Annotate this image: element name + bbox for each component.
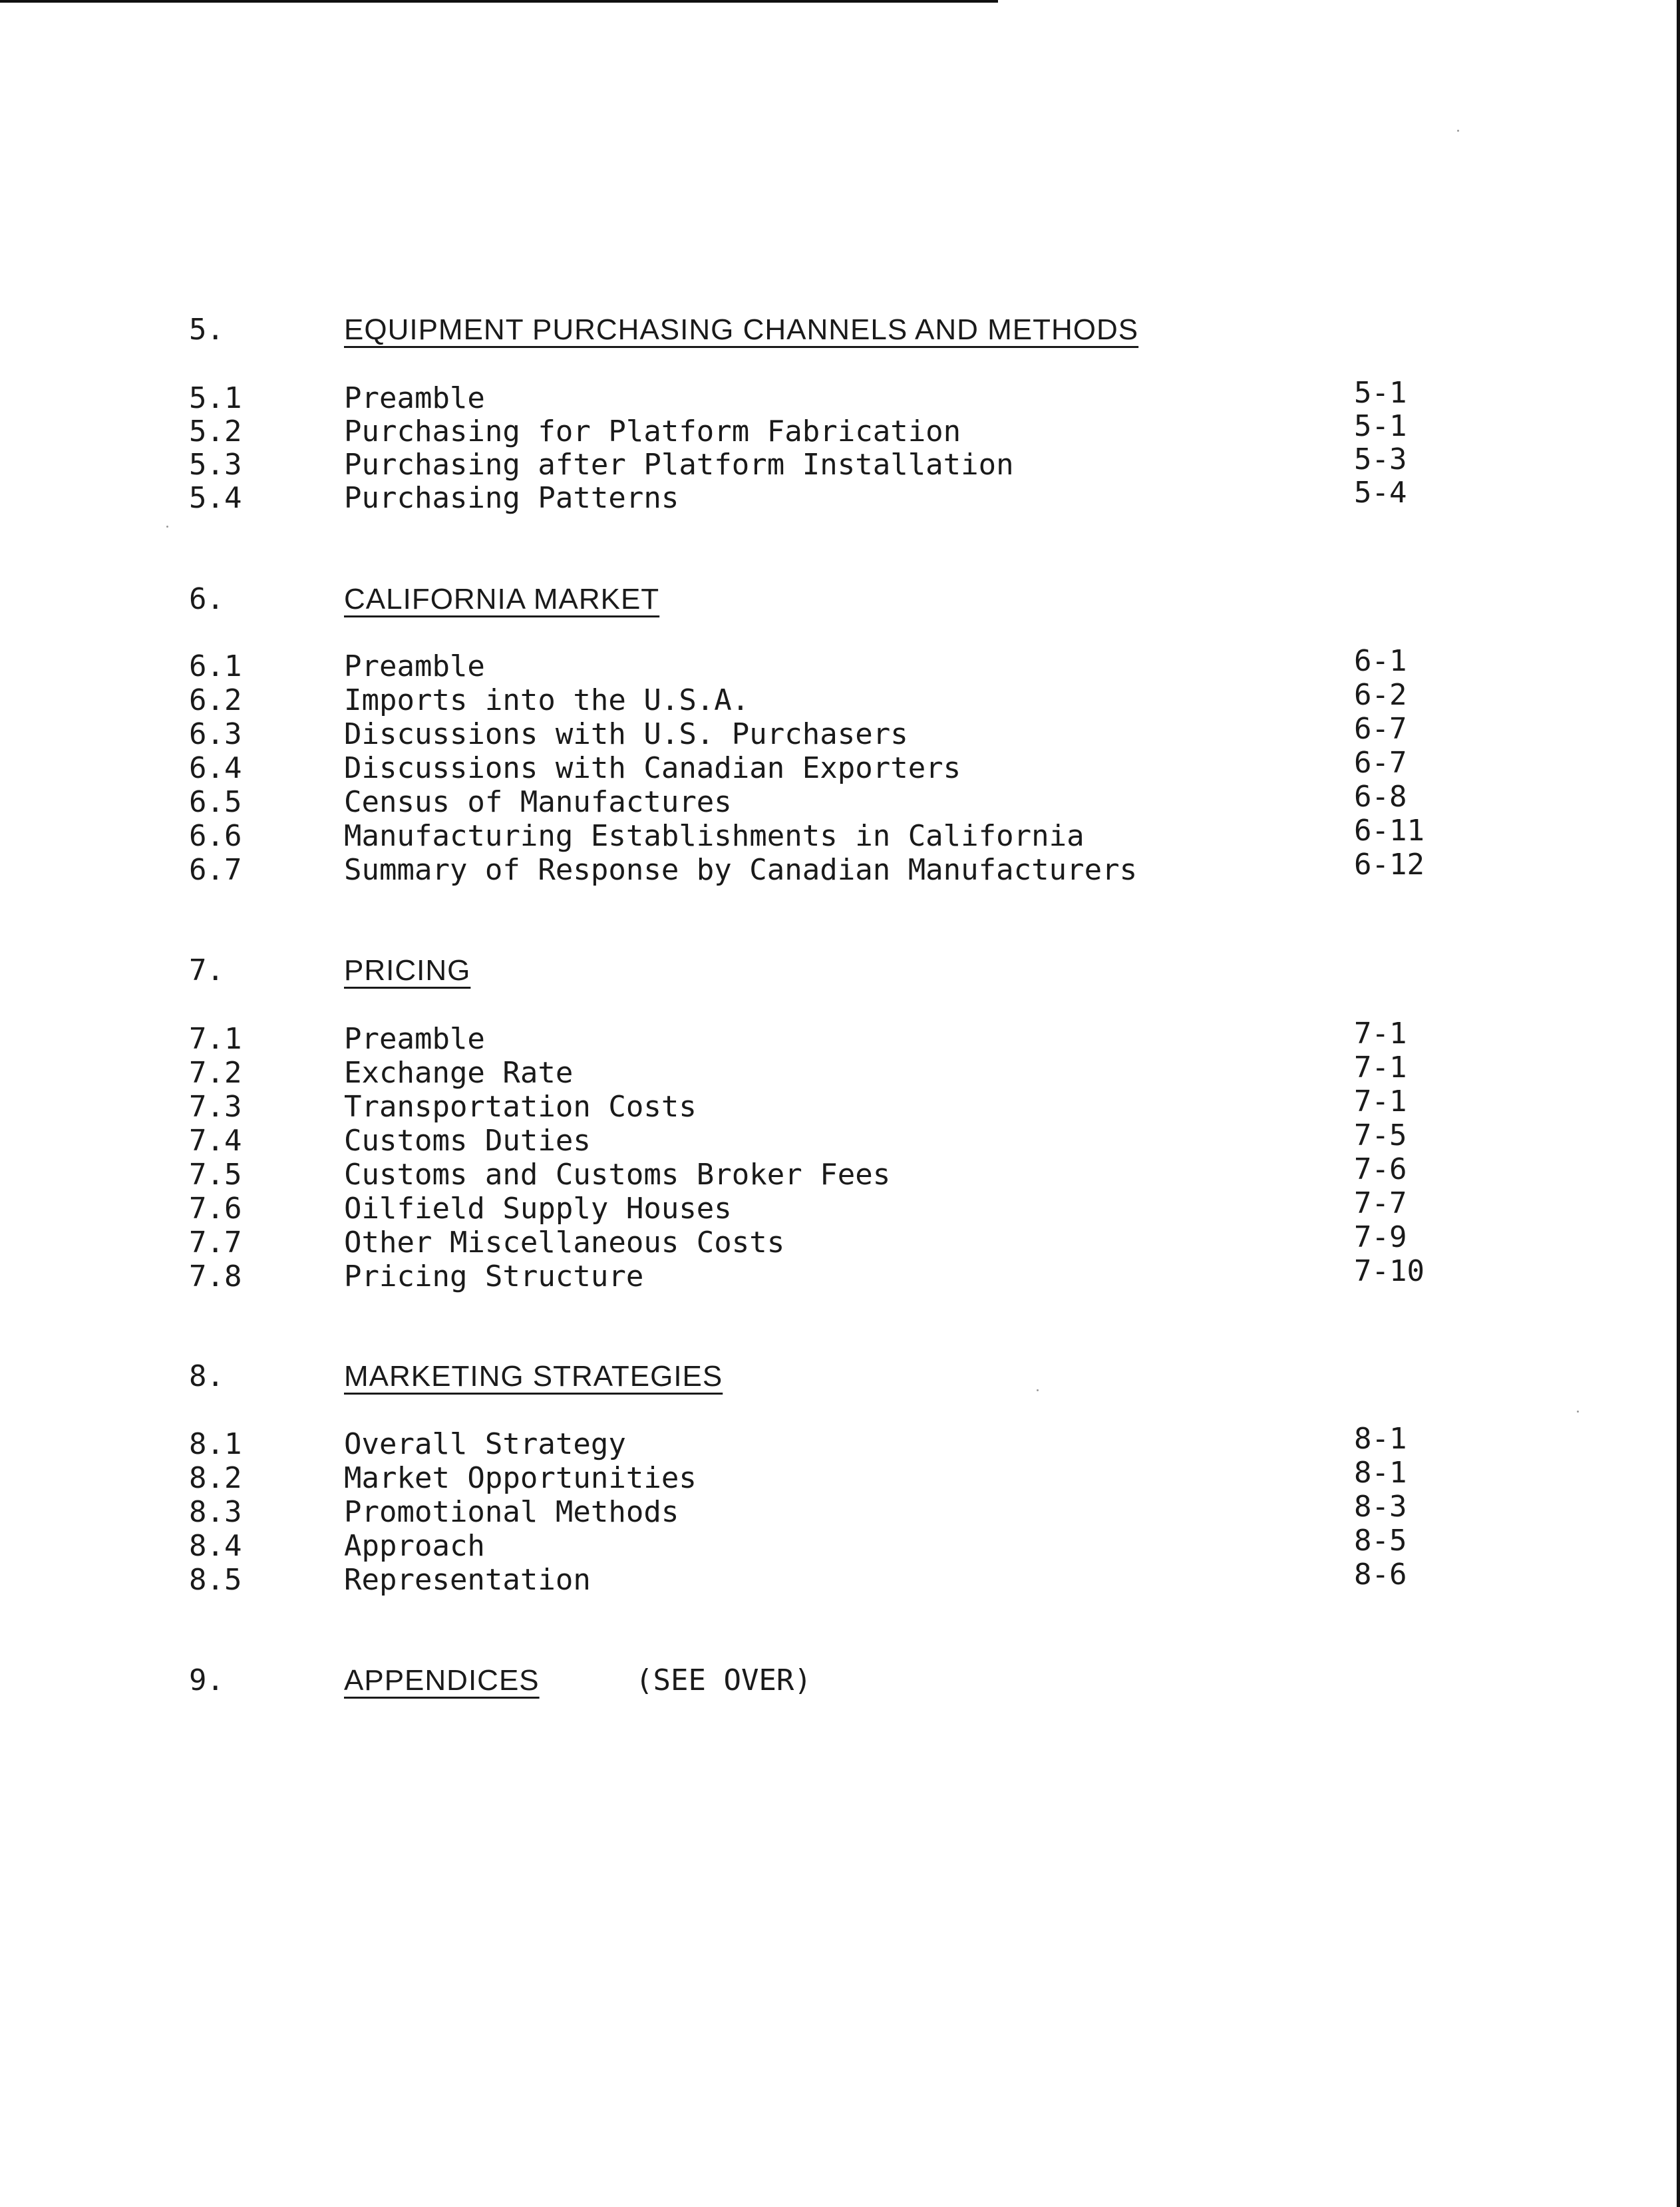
entry-title: Census of Manufactures xyxy=(344,785,732,819)
toc-entry xyxy=(0,376,1680,416)
entry-number: 5.2 xyxy=(189,415,242,448)
entry-page: 6-7 xyxy=(1354,746,1407,780)
section-heading xyxy=(0,1663,1680,1698)
entry-page: 8-1 xyxy=(1354,1456,1407,1490)
entry-page: 6-11 xyxy=(1354,814,1425,848)
toc-entry xyxy=(0,1051,1680,1091)
section-note: (SEE OVER) xyxy=(635,1663,812,1697)
scan-speck xyxy=(166,526,168,528)
entry-number: 7.2 xyxy=(189,1056,242,1090)
entry-title: Purchasing for Platform Fabrication xyxy=(344,415,961,448)
entry-number: 5.3 xyxy=(189,448,242,482)
toc-entry xyxy=(0,1558,1680,1598)
toc-entry xyxy=(0,1456,1680,1496)
entry-title: Exchange Rate xyxy=(344,1056,574,1090)
entry-page: 7-9 xyxy=(1354,1220,1407,1254)
entry-title: Overall Strategy xyxy=(344,1427,626,1461)
toc-entry xyxy=(0,1085,1680,1124)
section-title: CALIFORNIA MARKET xyxy=(344,583,660,615)
scan-speck xyxy=(1577,1411,1579,1413)
section-heading xyxy=(0,1359,1680,1394)
entry-number: 7.3 xyxy=(189,1090,242,1124)
toc-entry xyxy=(0,780,1680,820)
entry-page: 7-5 xyxy=(1354,1118,1407,1152)
toc-entry xyxy=(0,409,1680,449)
toc-entry xyxy=(0,1490,1680,1530)
entry-number: 7.6 xyxy=(189,1192,242,1226)
entry-page: 5-1 xyxy=(1354,409,1407,443)
entry-number: 8.5 xyxy=(189,1563,242,1597)
toc-entry xyxy=(0,1152,1680,1192)
toc-entry xyxy=(0,1186,1680,1226)
entry-title: Customs Duties xyxy=(344,1124,591,1158)
entry-number: 5.1 xyxy=(189,381,242,415)
entry-page: 7-10 xyxy=(1354,1254,1425,1288)
entry-page: 6-8 xyxy=(1354,780,1407,814)
entry-title: Customs and Customs Broker Fees xyxy=(344,1158,891,1192)
section-title: EQUIPMENT PURCHASING CHANNELS AND METHODS xyxy=(344,313,1139,346)
entry-title: Discussions with U.S. Purchasers xyxy=(344,717,908,751)
entry-number: 7.4 xyxy=(189,1124,242,1158)
entry-page: 8-3 xyxy=(1354,1490,1407,1524)
entry-title: Preamble xyxy=(344,381,485,415)
toc-entry xyxy=(0,442,1680,482)
entry-number: 7.5 xyxy=(189,1158,242,1192)
entry-title: Preamble xyxy=(344,1022,485,1056)
entry-page: 8-6 xyxy=(1354,1558,1407,1592)
toc-entry xyxy=(0,1422,1680,1462)
entry-title: Purchasing after Platform Installation xyxy=(344,448,1014,482)
section-number: 9. xyxy=(189,1663,224,1697)
section-title: PRICING xyxy=(344,954,471,987)
entry-title: Manufacturing Establishments in California xyxy=(344,819,1085,853)
toc-entry xyxy=(0,1118,1680,1158)
entry-title: Pricing Structure xyxy=(344,1260,644,1293)
toc-entry xyxy=(0,814,1680,854)
entry-number: 8.2 xyxy=(189,1461,242,1495)
entry-page: 6-1 xyxy=(1354,644,1407,678)
entry-number: 6.3 xyxy=(189,717,242,751)
toc-entry xyxy=(0,1254,1680,1294)
section-number: 8. xyxy=(189,1359,224,1393)
section-heading xyxy=(0,313,1680,347)
entry-title: Approach xyxy=(344,1529,485,1563)
section-title: MARKETING STRATEGIES xyxy=(344,1360,723,1393)
entry-number: 7.7 xyxy=(189,1226,242,1260)
toc-entry xyxy=(0,1220,1680,1260)
entry-title: Discussions with Canadian Exporters xyxy=(344,751,961,785)
scan-top-edge xyxy=(0,0,998,3)
entry-title: Imports into the U.S.A. xyxy=(344,683,750,717)
entry-number: 6.1 xyxy=(189,649,242,683)
entry-page: 7-1 xyxy=(1354,1085,1407,1118)
entry-page: 7-7 xyxy=(1354,1186,1407,1220)
entry-title: Representation xyxy=(344,1563,591,1597)
entry-page: 7-1 xyxy=(1354,1051,1407,1085)
entry-number: 6.5 xyxy=(189,785,242,819)
entry-page: 6-7 xyxy=(1354,712,1407,746)
entry-number: 6.2 xyxy=(189,683,242,717)
entry-title: Market Opportunities xyxy=(344,1461,697,1495)
entry-page: 7-1 xyxy=(1354,1017,1407,1051)
entry-page: 6-2 xyxy=(1354,678,1407,712)
entry-title: Preamble xyxy=(344,649,485,683)
entry-title: Purchasing Patterns xyxy=(344,481,679,515)
toc-entry xyxy=(0,1524,1680,1564)
entry-page: 8-5 xyxy=(1354,1524,1407,1558)
toc-entry xyxy=(0,712,1680,752)
entry-page: 5-1 xyxy=(1354,376,1407,410)
entry-page: 8-1 xyxy=(1354,1422,1407,1456)
section-title: APPENDICES xyxy=(344,1664,540,1697)
entry-page: 5-4 xyxy=(1354,476,1407,510)
section-number: 6. xyxy=(189,582,224,616)
entry-title: Oilfield Supply Houses xyxy=(344,1192,732,1226)
entry-number: 6.7 xyxy=(189,853,242,887)
toc-entry xyxy=(0,746,1680,786)
toc-entry xyxy=(0,476,1680,516)
entry-number: 6.4 xyxy=(189,751,242,785)
entry-page: 5-3 xyxy=(1354,442,1407,476)
toc-entry xyxy=(0,644,1680,684)
entry-title: Summary of Response by Canadian Manufacturers xyxy=(344,853,1138,887)
toc-entry xyxy=(0,678,1680,718)
section-number: 5. xyxy=(189,313,224,347)
section-heading xyxy=(0,953,1680,988)
entry-number: 7.8 xyxy=(189,1260,242,1293)
entry-title: Transportation Costs xyxy=(344,1090,697,1124)
entry-number: 8.4 xyxy=(189,1529,242,1563)
entry-page: 6-12 xyxy=(1354,848,1425,882)
section-number: 7. xyxy=(189,953,224,987)
entry-title: Promotional Methods xyxy=(344,1495,679,1529)
entry-number: 8.3 xyxy=(189,1495,242,1529)
entry-page: 7-6 xyxy=(1354,1152,1407,1186)
scan-speck xyxy=(1457,130,1459,132)
entry-number: 6.6 xyxy=(189,819,242,853)
toc-entry xyxy=(0,1017,1680,1057)
entry-number: 5.4 xyxy=(189,481,242,515)
entry-number: 8.1 xyxy=(189,1427,242,1461)
section-heading xyxy=(0,582,1680,617)
entry-title: Other Miscellaneous Costs xyxy=(344,1226,785,1260)
toc-entry xyxy=(0,848,1680,888)
entry-number: 7.1 xyxy=(189,1022,242,1056)
